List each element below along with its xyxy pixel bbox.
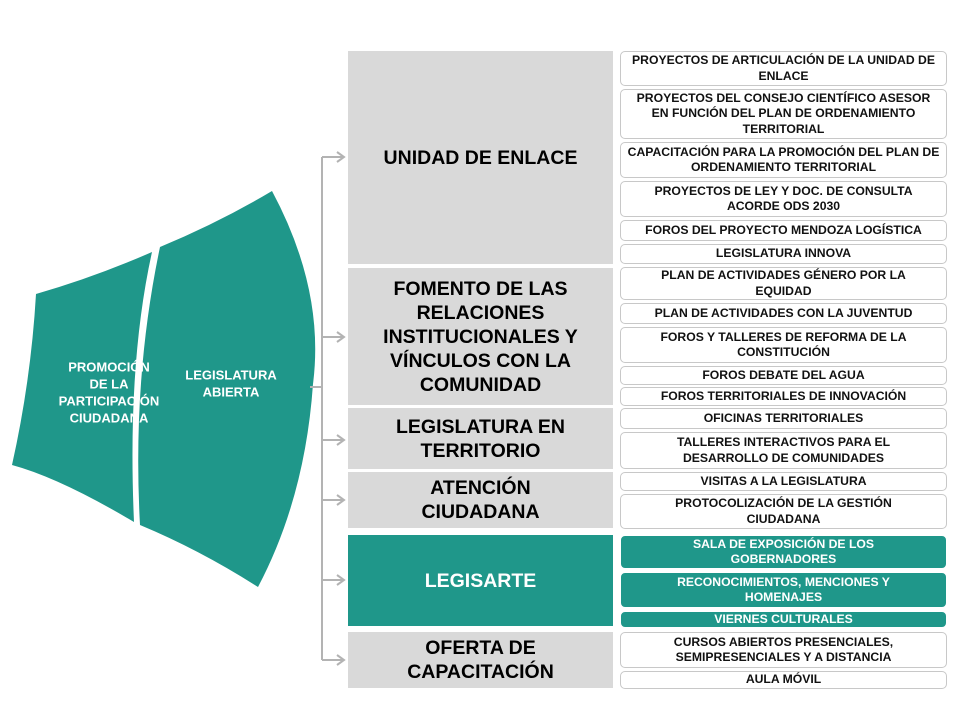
- item-label: FOROS DEBATE DEL AGUA: [702, 367, 865, 382]
- item-box: [620, 220, 947, 241]
- category-legislatura-en-territorio: [348, 408, 613, 469]
- item-box: [620, 387, 947, 406]
- category-legisarte: [348, 535, 613, 626]
- category-label: FOMENTO DE LAS RELACIONES INSTITUCIONALES Y VÍNCULOS CON LA COMUNIDAD: [383, 277, 578, 396]
- item-box: [620, 142, 947, 178]
- item-label: OFICINAS TERRITORIALES: [703, 410, 864, 425]
- wedge-label-line: CIUDADANA: [69, 410, 149, 426]
- item-box: [620, 494, 947, 529]
- wedge-inner: [12, 252, 152, 522]
- item-label: PLAN DE ACTIVIDADES CON LA JUVENTUD: [654, 305, 913, 320]
- item-label: LEGISLATURA INNOVA: [715, 246, 852, 261]
- item-box: [620, 327, 947, 363]
- item-box: [620, 89, 947, 139]
- item-box: [620, 535, 947, 569]
- item-label: PLAN DE ACTIVIDADES GÉNERO POR LA EQUIDAD: [661, 268, 906, 298]
- item-label: PROYECTOS DE LEY Y DOC. DE CONSULTA ACORDE ODS 2030: [654, 183, 913, 213]
- category-label: ATENCIÓN CIUDADANA: [421, 477, 540, 523]
- item-label: CAPACITACIÓN PARA LA PROMOCIÓN DEL PLAN DE ORDENAMIENTO TERRITORIAL: [627, 144, 940, 174]
- category-label: UNIDAD DE ENLACE: [383, 146, 578, 169]
- item-box: [620, 671, 947, 689]
- category-label: LEGISARTE: [424, 569, 537, 592]
- item-box: [620, 51, 947, 86]
- item-label: SALA DE EXPOSICIÓN DE LOS GOBERNADORES: [692, 536, 875, 566]
- item-box: [620, 366, 947, 385]
- wedge-label-line: ABIERTA: [202, 384, 260, 400]
- item-box: [620, 611, 947, 628]
- item-label: TALLERES INTERACTIVOS PARA EL DESARROLLO DE COMUNIDADES: [676, 435, 891, 465]
- item-label: VISITAS A LA LEGISLATURA: [700, 473, 867, 488]
- category-label: LEGISLATURA EN TERRITORIO: [396, 415, 565, 462]
- item-box: [620, 267, 947, 300]
- item-box: [620, 408, 947, 429]
- category-oferta-de-capacitacion: [348, 632, 613, 688]
- item-label: VIERNES CULTURALES: [714, 611, 853, 626]
- item-label: FOROS DEL PROYECTO MENDOZA LOGÍSTICA: [645, 222, 922, 237]
- item-label: PROYECTOS DE ARTICULACIÓN DE LA UNIDAD DE ENLACE: [632, 53, 935, 83]
- wedge-label-line: LEGISLATURA: [185, 367, 277, 383]
- item-label: CURSOS ABIERTOS PRESENCIALES, SEMIPRESENCIALES Y A DISTANCIA: [673, 634, 894, 664]
- item-box: [620, 244, 947, 264]
- item-box: [620, 432, 947, 469]
- wedge-label-line: PARTICIPACIÓN: [58, 393, 160, 409]
- connector-lines: [310, 152, 344, 665]
- category-unidad-de-enlace: [348, 51, 613, 264]
- item-box: [620, 572, 947, 608]
- item-label: FOROS TERRITORIALES DE INNOVACIÓN: [660, 388, 907, 403]
- item-box: [620, 472, 947, 491]
- category-label: OFERTA DE CAPACITACIÓN: [407, 637, 554, 683]
- item-box: [620, 632, 947, 668]
- item-box: [620, 303, 947, 324]
- category-fomento-relaciones: [348, 268, 613, 405]
- wedge-label-line: PROMOCIÓN: [68, 359, 150, 375]
- item-label: FOROS Y TALLERES DE REFORMA DE LA CONSTITUCIÓN: [660, 329, 907, 359]
- wedge-label-line: DE LA: [89, 376, 129, 392]
- category-atencion-ciudadana: [348, 472, 613, 528]
- item-label: AULA MÓVIL: [745, 672, 822, 687]
- item-box: [620, 181, 947, 217]
- item-label: RECONOCIMIENTOS, MENCIONES Y HOMENAJES: [677, 574, 890, 604]
- item-label: PROYECTOS DEL CONSEJO CIENTÍFICO ASESOR EN FUNCIÓN DEL PLAN DE ORDENAMIENTO TERRITORIAL: [636, 90, 931, 136]
- item-label: PROTOCOLIZACIÓN DE LA GESTIÓN CIUDADANA: [675, 496, 892, 526]
